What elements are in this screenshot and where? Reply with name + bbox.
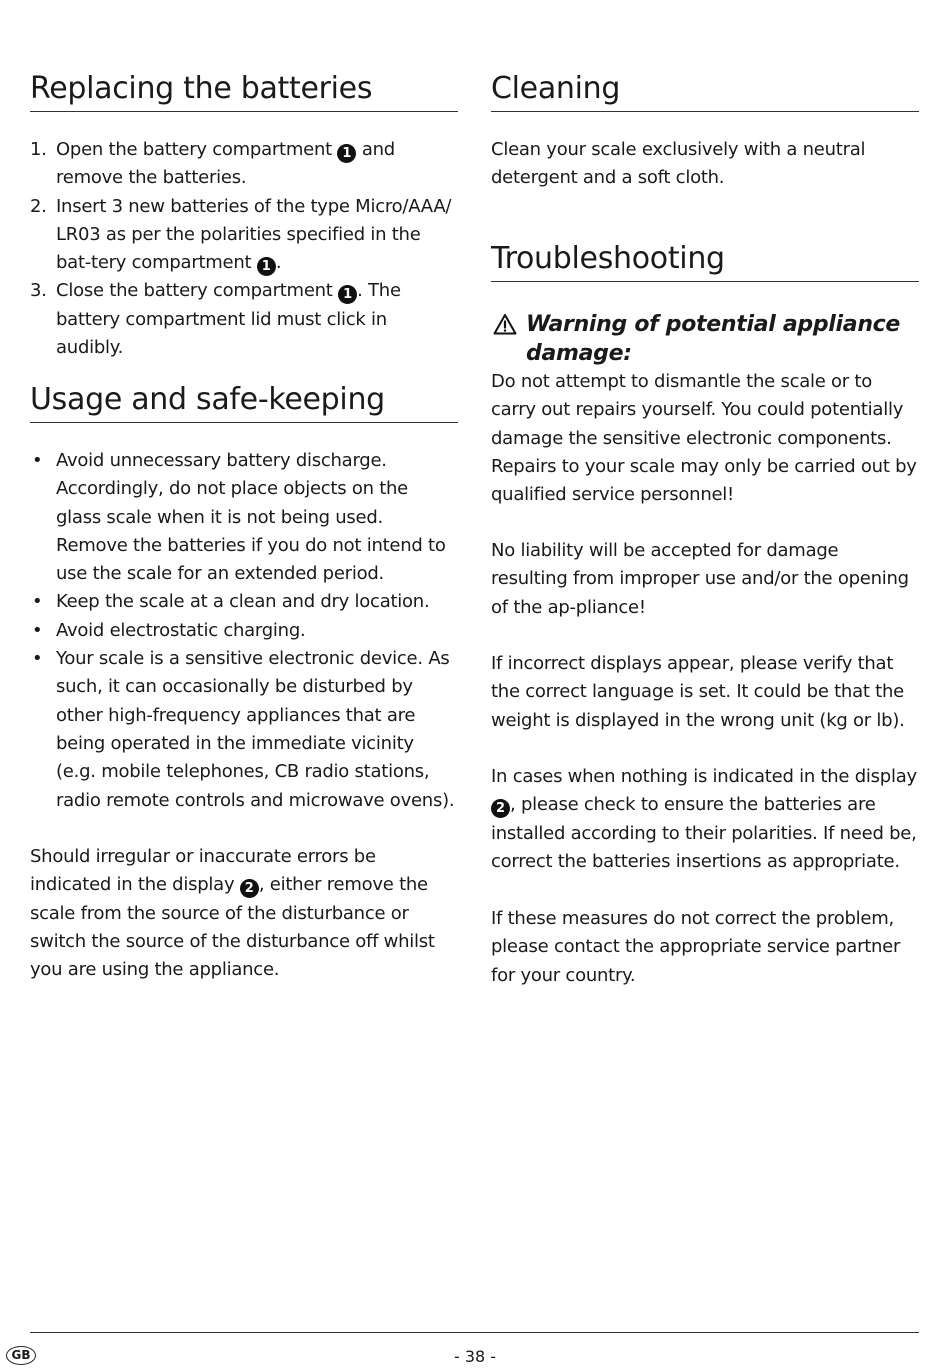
ref-number-icon: 2 [240,879,259,898]
ref-number-icon: 1 [337,144,356,163]
bullet-icon: • [32,619,43,641]
heading-cleaning: Cleaning [491,70,919,112]
bullet-text: Keep the scale at a clean and dry location. [56,591,430,613]
list-item [30,645,458,815]
step-text: . The battery compartment lid must click in audibly. [56,280,401,359]
step-text: Close the battery compartment [56,280,339,302]
step-text: Insert 3 new batteries of the type Micro/AAA/ LR03 as per the polarities specified in the bat-tery compartment [56,195,452,274]
warning-text: Do not attempt to dismantle the scale or to carry out repairs yourself. You could potentially damage the sensitive electronic components. [491,371,904,449]
paragraph-text: , either remove the scale from the source of the disturbance or switch the source of the disturbance off whilst you are using the appliance. [30,874,435,981]
usage-bullets-list [30,447,458,815]
bullet-icon: • [32,450,43,471]
liability-paragraph: No liability will be accepted for damage resulting from improper use and/or the opening of the ap-pliance! [491,540,909,618]
step-number: 2. [30,195,47,217]
bullet-text: Avoid electrostatic charging. [56,619,306,641]
list-item [30,193,458,278]
warning-text: Repairs to your scale may only be carried out by qualified service personnel! [491,455,917,506]
step-number: 3. [30,280,47,302]
paragraph-text: Should irregular or inaccurate errors be indicated in the display [30,846,376,896]
list-item [30,588,458,616]
list-item [30,617,458,645]
service-partner-paragraph: If these measures do not correct the problem, please contact the appropriate service partner for your country. [491,908,901,986]
step-text: . [275,252,282,274]
paragraph-text: In cases when nothing is indicated in the display [491,766,917,787]
ref-number-icon: 2 [491,799,510,818]
warning-title-text: Warning of potential appliance damage: [526,312,901,366]
warning-triangle-icon [493,313,517,335]
incorrect-display-paragraph: If incorrect displays appear, please verify that the correct language is set. It could be that the weight is displayed in the wrong unit (kg or lb). [491,653,905,731]
battery-steps-list [30,136,458,362]
country-badge: GB [6,1346,36,1365]
bullet-text: Avoid unnecessary battery discharge. Accordingly, do not place objects on the glass scale when it is not being used. [56,450,409,528]
heading-troubleshooting: Troubleshooting [491,240,919,282]
empty-display-paragraph [491,763,919,876]
bullet-text: Remove the batteries if you do not intend to use the scale for an extended period. [56,534,446,585]
heading-usage-safekeeping: Usage and safe-keeping [30,381,458,423]
bullet-text: Your scale is a sensitive electronic device. As such, it can occasionally be disturbed by other high-frequency appliances that are being operated in the immediate vicinity (e.g. mobile telephones, CB radio stations, radio remote controls and microwave ovens). [56,648,455,811]
bullet-icon: • [32,648,43,670]
step-number: 1. [30,139,47,160]
heading-replacing-batteries: Replacing the batteries [30,70,458,112]
page-number: - 38 - [453,1347,497,1366]
bullet-icon: • [32,591,43,613]
ref-number-icon: 1 [338,285,357,304]
list-item [30,277,458,362]
disturbance-paragraph [30,843,458,984]
warning-body [491,368,919,509]
paragraph-text: , please check to ensure the batteries are installed according to their polarities. If need be, correct the batteries insertions as appropriate. [491,794,917,872]
step-text: Open the battery compartment [56,139,338,160]
warning-title [491,310,919,368]
step-text: and remove the batteries. [56,139,395,189]
footer-divider [30,1332,919,1333]
list-item [30,136,458,193]
ref-number-icon: 1 [257,257,276,276]
cleaning-paragraph: Clean your scale exclusively with a neutral detergent and a soft cloth. [491,139,866,189]
list-item [30,447,458,588]
